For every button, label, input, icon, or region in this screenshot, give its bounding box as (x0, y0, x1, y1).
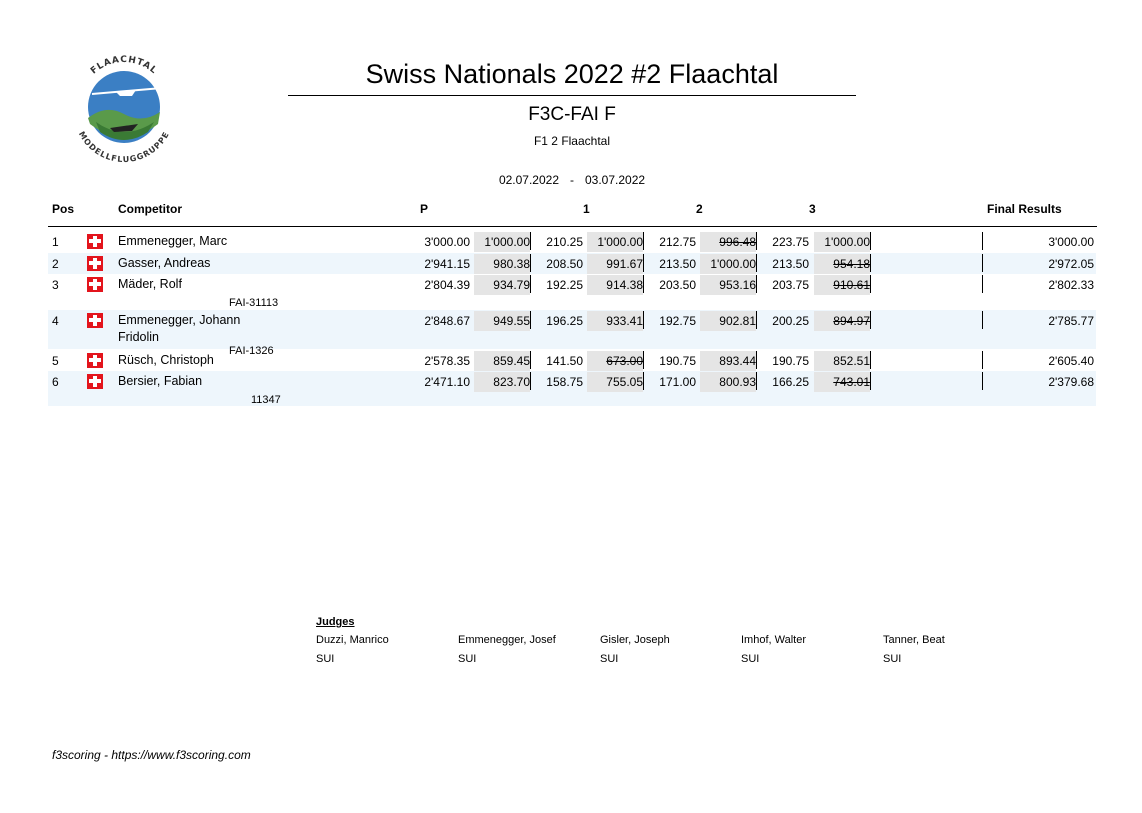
round3-raw-score: 166.25 (772, 375, 809, 389)
p-normalized-score: 949.55 (474, 311, 530, 331)
column-divider (870, 254, 871, 272)
final-result: 2'605.40 (1048, 354, 1094, 368)
column-divider (530, 254, 531, 272)
column-divider (982, 275, 983, 293)
table-row (48, 350, 1096, 371)
round1-raw-score: 208.50 (546, 257, 583, 271)
competitor-name (118, 274, 182, 294)
p-normalized-score: 823.70 (474, 372, 530, 392)
table-row (48, 310, 1096, 357)
fai-license: FAI-31113 (229, 297, 279, 309)
column-divider (870, 232, 871, 250)
column-divider (643, 275, 644, 293)
column-divider (643, 372, 644, 390)
fai-license: FAI-1326 (229, 345, 274, 357)
round1-normalized-score: 991.67 (587, 254, 643, 274)
round2-raw-score: 192.75 (659, 314, 696, 328)
location: F1 2 Flaachtal (533, 134, 611, 148)
p-raw-score: 2'941.15 (424, 257, 470, 271)
page-title: Swiss Nationals 2022 #2 Flaachtal (288, 56, 856, 96)
column-divider (870, 311, 871, 329)
p-raw-score: 3'000.00 (424, 235, 470, 249)
logo-text-bottom: MODELLFLUGGRUPPE (76, 129, 172, 164)
judge-name: Gisler, Joseph (600, 634, 670, 646)
footer-credit: f3scoring - https://www.f3scoring.com (52, 748, 251, 762)
column-divider (870, 351, 871, 369)
round2-raw-score: 212.75 (659, 235, 696, 249)
column-divider (643, 254, 644, 272)
header-p: P (420, 202, 429, 216)
competitor-name-line2: Fridolin (118, 330, 159, 344)
p-raw-score: 2'804.39 (424, 278, 470, 292)
p-raw-score: 2'578.35 (424, 354, 470, 368)
judge-name: Emmenegger, Josef (458, 634, 556, 646)
final-result: 2'785.77 (1048, 314, 1094, 328)
position: 1 (52, 235, 59, 249)
column-divider (530, 351, 531, 369)
column-divider (756, 351, 757, 369)
swiss-flag-icon (87, 234, 103, 249)
round1-raw-score: 192.25 (546, 278, 583, 292)
table-row (48, 274, 1096, 309)
page-subtitle: F3C-FAI F (528, 104, 616, 125)
competitor-name-line1: Gasser, Andreas (118, 256, 211, 270)
competitor-name (118, 231, 227, 251)
position: 2 (52, 257, 59, 271)
fai-license: 11347 (251, 394, 281, 406)
round3-raw-score: 213.50 (772, 257, 809, 271)
final-result: 2'802.33 (1048, 278, 1094, 292)
round3-raw-score: 190.75 (772, 354, 809, 368)
header-competitor: Competitor (118, 202, 182, 216)
round2-raw-score: 203.50 (659, 278, 696, 292)
header-round-2: 2 (696, 202, 703, 216)
competitor-name (118, 371, 202, 391)
round1-raw-score: 210.25 (546, 235, 583, 249)
round3-normalized-score: 1'000.00 (814, 232, 870, 252)
column-divider (643, 232, 644, 250)
judge-country: SUI (883, 653, 902, 665)
judge-name: Duzzi, Manrico (316, 634, 389, 646)
judge-name: Tanner, Beat (883, 634, 945, 646)
competitor-name-line1: Bersier, Fabian (118, 374, 203, 388)
judge-name: Imhof, Walter (741, 634, 806, 646)
competitor-name-line1: Emmenegger, Johann (118, 313, 241, 327)
column-divider (870, 372, 871, 390)
round2-raw-score: 190.75 (659, 354, 696, 368)
round1-normalized-score: 914.38 (587, 275, 643, 295)
column-divider (756, 232, 757, 250)
header-pos: Pos (52, 202, 75, 216)
column-divider (756, 254, 757, 272)
header-divider (48, 226, 1097, 227)
column-divider (756, 275, 757, 293)
final-result: 2'972.05 (1048, 257, 1094, 271)
column-divider (643, 311, 644, 329)
p-normalized-score: 934.79 (474, 275, 530, 295)
table-row (48, 371, 1096, 406)
date-end: 03.07.2022 (585, 173, 646, 187)
round2-raw-score: 171.00 (659, 375, 696, 389)
header-final-results: Final Results (987, 202, 1062, 216)
competitor-name-line1: Mäder, Rolf (118, 277, 182, 291)
round3-normalized-score: 910.61 (814, 275, 870, 295)
swiss-flag-icon (87, 313, 103, 328)
column-divider (982, 311, 983, 329)
column-divider (643, 351, 644, 369)
p-raw-score: 2'848.67 (424, 314, 470, 328)
final-result: 2'379.68 (1048, 375, 1094, 389)
column-divider (530, 311, 531, 329)
column-divider (982, 254, 983, 272)
p-normalized-score: 859.45 (474, 351, 530, 371)
judge-country: SUI (600, 653, 619, 665)
round2-normalized-score: 953.16 (700, 275, 756, 295)
swiss-flag-icon (87, 374, 103, 389)
round2-normalized-score: 1'000.00 (700, 254, 756, 274)
swiss-flag-icon (87, 256, 103, 271)
column-divider (756, 311, 757, 329)
column-divider (982, 351, 983, 369)
round3-normalized-score: 743.01 (814, 372, 870, 392)
column-divider (530, 232, 531, 250)
round3-raw-score: 223.75 (772, 235, 809, 249)
p-raw-score: 2'471.10 (424, 375, 470, 389)
p-normalized-score: 1'000.00 (474, 232, 530, 252)
competitor-name-line1: Rüsch, Christoph (118, 353, 214, 367)
logo-text-top: FLAACHTAL (89, 54, 159, 77)
column-divider (870, 275, 871, 293)
round1-raw-score: 158.75 (546, 375, 583, 389)
round2-raw-score: 213.50 (659, 257, 696, 271)
date-separator: - (570, 173, 574, 187)
round1-raw-score: 196.25 (546, 314, 583, 328)
judge-country: SUI (316, 653, 335, 665)
round2-normalized-score: 902.81 (700, 311, 756, 331)
round1-normalized-score: 673.00 (587, 351, 643, 371)
judges-heading: Judges (316, 616, 355, 628)
header-round-3: 3 (809, 202, 816, 216)
competitor-name-line1: Emmenegger, Marc (118, 234, 228, 248)
position: 6 (52, 375, 59, 389)
judge-country: SUI (741, 653, 760, 665)
round2-normalized-score: 800.93 (700, 372, 756, 392)
judge-country: SUI (458, 653, 477, 665)
column-divider (756, 372, 757, 390)
competitor-name (118, 310, 240, 344)
date-range (288, 173, 856, 187)
round3-raw-score: 203.75 (772, 278, 809, 292)
round1-raw-score: 141.50 (546, 354, 583, 368)
final-result: 3'000.00 (1048, 235, 1094, 249)
round3-raw-score: 200.25 (772, 314, 809, 328)
competitor-name (118, 253, 210, 273)
round1-normalized-score: 1'000.00 (587, 232, 643, 252)
swiss-flag-icon (87, 277, 103, 292)
position: 3 (52, 278, 59, 292)
competitor-name (118, 350, 214, 370)
column-divider (982, 232, 983, 250)
round3-normalized-score: 954.18 (814, 254, 870, 274)
round3-normalized-score: 894.97 (814, 311, 870, 331)
round2-normalized-score: 893.44 (700, 351, 756, 371)
round1-normalized-score: 933.41 (587, 311, 643, 331)
p-normalized-score: 980.38 (474, 254, 530, 274)
date-start: 02.07.2022 (498, 173, 559, 187)
swiss-flag-icon (87, 353, 103, 368)
position: 4 (52, 314, 59, 328)
table-row (48, 231, 1096, 252)
column-divider (530, 372, 531, 390)
column-divider (530, 275, 531, 293)
column-divider (982, 372, 983, 390)
table-row (48, 253, 1096, 274)
round3-normalized-score: 852.51 (814, 351, 870, 371)
position: 5 (52, 354, 59, 368)
round2-normalized-score: 996.48 (700, 232, 756, 252)
header-round-1: 1 (583, 202, 590, 216)
club-logo (66, 52, 182, 164)
round1-normalized-score: 755.05 (587, 372, 643, 392)
